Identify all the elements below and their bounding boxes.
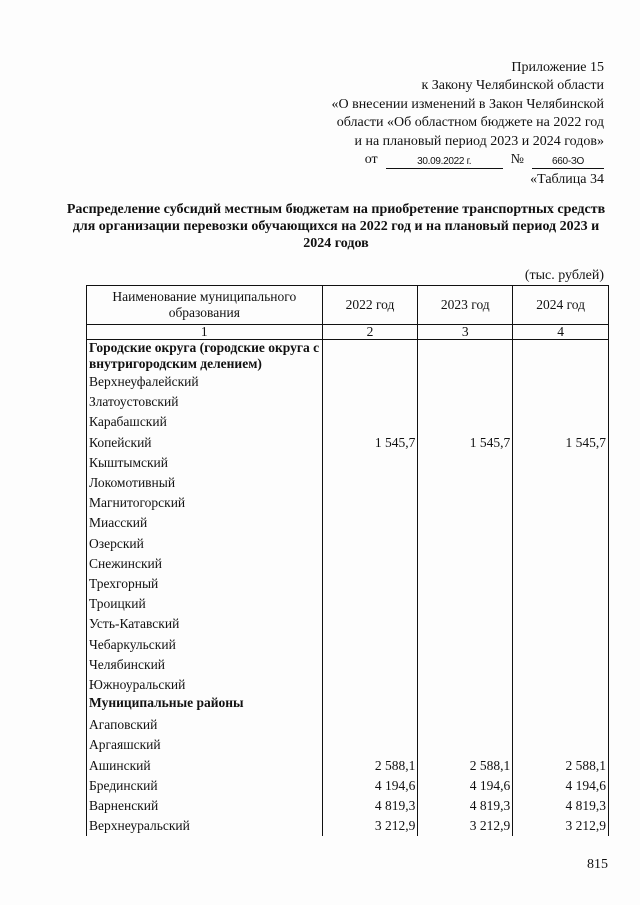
- table-label: «Таблица 34: [530, 172, 604, 187]
- value-2022: [322, 695, 418, 715]
- value-2023: 1 545,7: [418, 433, 513, 453]
- table-row: [87, 372, 609, 392]
- value-2023: [418, 453, 513, 473]
- table-row: [87, 796, 609, 816]
- value-2024: [513, 493, 609, 513]
- municipality-name: Чебаркульский: [87, 634, 323, 654]
- table-row: [87, 473, 609, 493]
- value-2024: [513, 554, 609, 574]
- value-2022: [322, 392, 418, 412]
- value-2023: [418, 614, 513, 634]
- table-row: [87, 715, 609, 735]
- value-2024: [513, 614, 609, 634]
- value-2022: [322, 493, 418, 513]
- value-2023: [418, 574, 513, 594]
- table-row: [87, 735, 609, 755]
- value-2024: [513, 715, 609, 735]
- municipality-name: Брединский: [87, 776, 323, 796]
- municipality-name: Миасский: [87, 513, 323, 533]
- value-2022: [322, 594, 418, 614]
- value-2024: 2 588,1: [513, 756, 609, 776]
- value-2023: 3 212,9: [418, 816, 513, 836]
- value-2023: [418, 655, 513, 675]
- value-2024: 1 545,7: [513, 433, 609, 453]
- table-row: [87, 675, 609, 695]
- value-2022: [322, 340, 418, 373]
- table-row: [87, 594, 609, 614]
- municipality-name: Локомотивный: [87, 473, 323, 493]
- municipality-name: Усть-Катавский: [87, 614, 323, 634]
- group-header-row: [87, 695, 609, 715]
- municipality-name: Копейский: [87, 433, 323, 453]
- table-row: [87, 655, 609, 675]
- table-row: [87, 392, 609, 412]
- units-label: (тыс. рублей): [524, 268, 604, 283]
- subsidy-table: [86, 285, 609, 836]
- law-date: 30.09.2022 г.: [386, 156, 503, 169]
- index-cell: 2: [322, 325, 418, 340]
- value-2024: [513, 655, 609, 675]
- table-row: [87, 614, 609, 634]
- table-row: [87, 412, 609, 432]
- header-2024: 2024 год: [513, 286, 609, 325]
- appendix-line: и на плановый период 2023 и 2024 годов»: [354, 133, 604, 149]
- appendix-line: Приложение 15: [511, 60, 604, 75]
- date-prefix: от: [364, 152, 378, 168]
- municipality-name: Снежинский: [87, 554, 323, 574]
- table-row: [87, 493, 609, 513]
- value-2024: [513, 534, 609, 554]
- value-2022: [322, 614, 418, 634]
- municipality-name: Городские округа (городские округа с внутригородским делением): [87, 340, 323, 373]
- value-2022: [322, 735, 418, 755]
- table-body: [87, 340, 609, 837]
- value-2024: [513, 372, 609, 392]
- law-date-number-line: [332, 151, 605, 169]
- table-row: [87, 534, 609, 554]
- header-2022: 2022 год: [322, 286, 418, 325]
- table-row: [87, 554, 609, 574]
- value-2023: [418, 634, 513, 654]
- value-2022: 2 588,1: [322, 756, 418, 776]
- value-2023: 4 194,6: [418, 776, 513, 796]
- municipality-name: Магнитогорский: [87, 493, 323, 513]
- law-number: 660-ЗО: [532, 156, 604, 169]
- municipality-name: Верхнеуфалейский: [87, 372, 323, 392]
- value-2024: [513, 574, 609, 594]
- header-2023: 2023 год: [418, 286, 513, 325]
- value-2022: 3 212,9: [322, 816, 418, 836]
- municipality-name: Ашинский: [87, 756, 323, 776]
- table-header-row: [87, 286, 609, 325]
- value-2022: 1 545,7: [322, 433, 418, 453]
- value-2023: [418, 715, 513, 735]
- value-2023: [418, 594, 513, 614]
- value-2023: [418, 340, 513, 373]
- value-2024: [513, 412, 609, 432]
- municipality-name: Аргаяшский: [87, 735, 323, 755]
- value-2022: 4 819,3: [322, 796, 418, 816]
- value-2024: [513, 675, 609, 695]
- value-2022: [322, 675, 418, 695]
- municipality-name: Кыштымский: [87, 453, 323, 473]
- value-2023: [418, 513, 513, 533]
- table-row: [87, 776, 609, 796]
- value-2024: [513, 695, 609, 715]
- appendix-line: области «Об областном бюджете на 2022 год: [336, 115, 604, 131]
- municipality-name: Варненский: [87, 796, 323, 816]
- municipality-name: Карабашский: [87, 412, 323, 432]
- value-2023: [418, 554, 513, 574]
- value-2024: [513, 594, 609, 614]
- table-row: [87, 816, 609, 836]
- value-2024: [513, 392, 609, 412]
- number-prefix: №: [510, 152, 524, 168]
- table-row: [87, 574, 609, 594]
- value-2023: [418, 675, 513, 695]
- value-2022: [322, 655, 418, 675]
- value-2022: 4 194,6: [322, 776, 418, 796]
- appendix-line: к Закону Челябинской области: [421, 78, 604, 94]
- value-2024: [513, 473, 609, 493]
- value-2023: [418, 412, 513, 432]
- value-2023: [418, 372, 513, 392]
- value-2023: 4 819,3: [418, 796, 513, 816]
- value-2022: [322, 634, 418, 654]
- value-2024: [513, 634, 609, 654]
- value-2023: [418, 493, 513, 513]
- table-index-row: [87, 325, 609, 340]
- table-row: [87, 453, 609, 473]
- table-row: [87, 433, 609, 453]
- value-2022: [322, 372, 418, 392]
- value-2024: 3 212,9: [513, 816, 609, 836]
- value-2024: 4 819,3: [513, 796, 609, 816]
- value-2024: 4 194,6: [513, 776, 609, 796]
- municipality-name: Челябинский: [87, 655, 323, 675]
- value-2022: [322, 412, 418, 432]
- appendix-header: [332, 59, 605, 169]
- table-row: [87, 513, 609, 533]
- value-2023: 2 588,1: [418, 756, 513, 776]
- municipality-name: Верхнеуральский: [87, 816, 323, 836]
- index-cell: 3: [418, 325, 513, 340]
- value-2024: [513, 735, 609, 755]
- municipality-name: Озерский: [87, 534, 323, 554]
- value-2024: [513, 453, 609, 473]
- header-municipality: Наименование муниципального образования: [87, 286, 323, 325]
- value-2022: [322, 715, 418, 735]
- value-2023: [418, 473, 513, 493]
- municipality-name: Южноуральский: [87, 675, 323, 695]
- value-2022: [322, 513, 418, 533]
- value-2024: [513, 513, 609, 533]
- municipality-name: Муниципальные районы: [87, 695, 323, 715]
- value-2022: [322, 453, 418, 473]
- value-2023: [418, 392, 513, 412]
- appendix-line: «О внесении изменений в Закон Челябинской: [331, 96, 604, 112]
- value-2022: [322, 534, 418, 554]
- value-2023: [418, 695, 513, 715]
- index-cell: 4: [513, 325, 609, 340]
- table-row: [87, 634, 609, 654]
- page-number: 815: [587, 857, 608, 872]
- index-cell: 1: [87, 325, 323, 340]
- group-header-row: [87, 340, 609, 373]
- value-2022: [322, 574, 418, 594]
- value-2022: [322, 473, 418, 493]
- table-row: [87, 756, 609, 776]
- value-2023: [418, 735, 513, 755]
- municipality-name: Трехгорный: [87, 574, 323, 594]
- municipality-name: Агаповский: [87, 715, 323, 735]
- municipality-name: Златоустовский: [87, 392, 323, 412]
- document-title: Распределение субсидий местным бюджетам на приобретение транспортных средств для организации перевозки обучающихся на 2022 год и на плановый период 2023 и 2024 годов: [66, 202, 606, 251]
- value-2022: [322, 554, 418, 574]
- municipality-name: Троицкий: [87, 594, 323, 614]
- value-2024: [513, 340, 609, 373]
- value-2023: [418, 534, 513, 554]
